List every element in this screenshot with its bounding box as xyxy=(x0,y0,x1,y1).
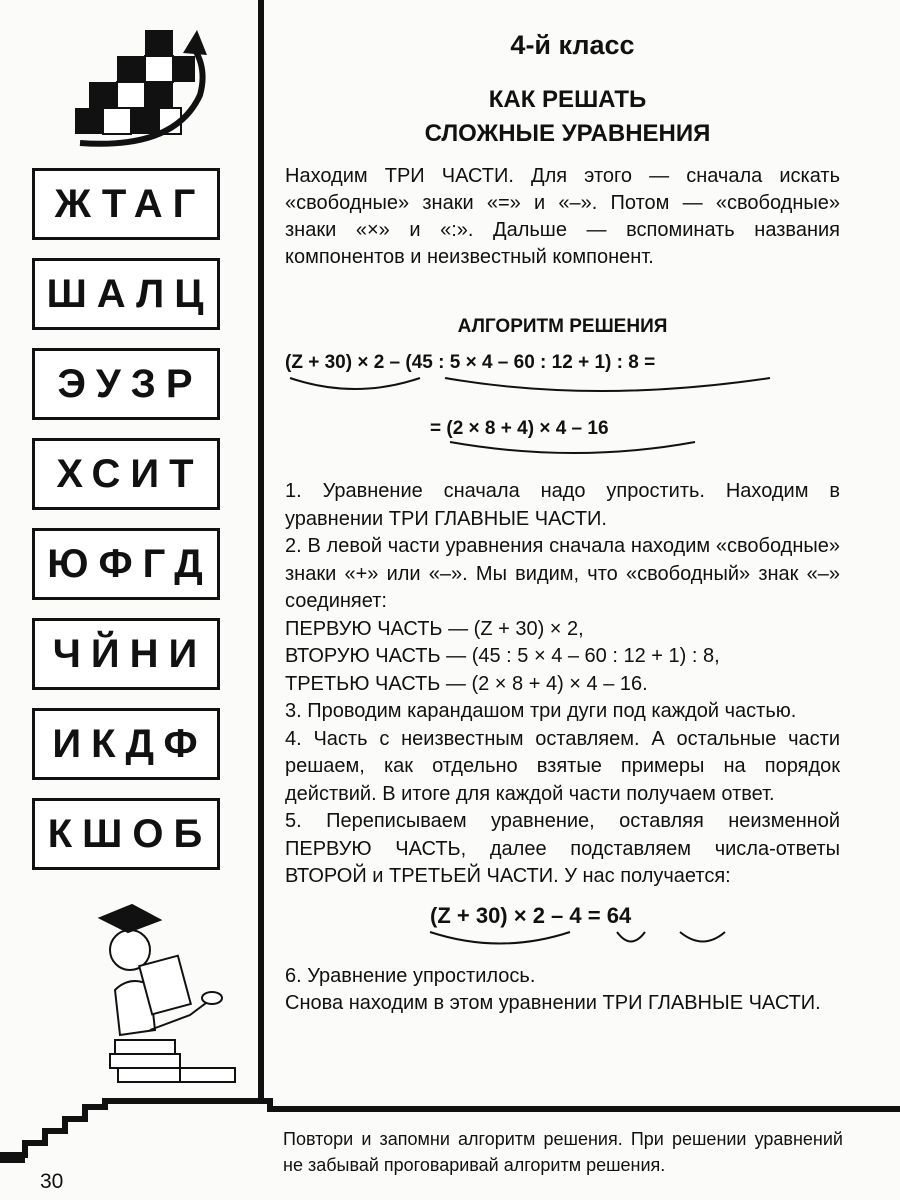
algorithm-steps-final xyxy=(285,963,840,1018)
step-text: 5. Переписываем уравнение, оставляя неизменной ПЕРВУЮ ЧАСТЬ, далее подставляем числа-ответы ВТОРОЙ и ТРЕТЬЕЙ ЧАСТИ. У нас получается: xyxy=(285,810,840,887)
letter-card: ЧЙНИ xyxy=(32,618,220,690)
algorithm-title: АЛГОРИТМ РЕШЕНИЯ xyxy=(457,316,668,337)
letter-card: КШОБ xyxy=(32,798,220,870)
boy-reading-illustration xyxy=(60,890,250,1090)
page-number: 30 xyxy=(40,1170,64,1193)
step-text: 4. Часть с неизвестным оставляем. А остальные части решаем, как отдельно взятые примеры на порядок действий. В итоге для каждой части получаем ответ. xyxy=(285,727,840,805)
title-line: КАК РЕШАТЬ xyxy=(488,86,647,113)
part-arcs xyxy=(285,929,840,949)
step-text: 6. Уравнение упростилось. xyxy=(285,964,536,987)
algorithm-steps xyxy=(285,478,840,891)
step-text: Снова находим в этом уравнении ТРИ ГЛАВНЫЕ ЧАСТИ. xyxy=(285,992,821,1014)
page-title xyxy=(295,83,840,151)
equation-right-side: = (2 × 8 + 4) × 4 – 16 xyxy=(430,418,609,439)
equation-original: (Z + 30) × 2 – (45 : 5 × 4 – 60 : 12 + 1) : 8 = xyxy=(285,352,656,373)
step-text: 3. Проводим карандашом три дуги под каждой частью. xyxy=(285,700,797,722)
step-text: 1. Уравнение сначала надо упростить. Находим в уравнении ТРИ ГЛАВНЫЕ ЧАСТИ. xyxy=(285,480,840,530)
step-text: 2. В левой части уравнения сначала находим «свободные» знаки «+» или «–». Мы видим, что «свободный» знак «–» соединяет: xyxy=(285,535,840,612)
footer-note: Повтори и запомни алгоритм решения. При решении уравнений не забывай проговаривай алгоритм решения. xyxy=(283,1129,843,1175)
vertical-divider xyxy=(258,0,264,1100)
letter-card: ЖТАГ xyxy=(32,168,220,240)
letter-card: ИКДФ xyxy=(32,708,220,780)
part-line: ТРЕТЬЮ ЧАСТЬ — (2 × 8 + 4) × 4 – 16. xyxy=(285,672,648,695)
stairs-arrow-logo xyxy=(75,25,210,155)
part-line: ПЕРВУЮ ЧАСТЬ — (Z + 30) × 2, xyxy=(285,617,584,640)
letter-card: ШАЛЦ xyxy=(32,258,220,330)
letter-card: ЮФГД xyxy=(32,528,220,600)
intro-paragraph: Находим ТРИ ЧАСТИ. Для этого — сначала искать «свободные» знаки «=» и «–». Потом — «свободные» знаки «×» и «:». Дальше — вспоминать названия компонентов и неизвестный компонент. xyxy=(285,165,840,268)
equation-simplified: (Z + 30) × 2 – 4 = 64 xyxy=(430,902,632,928)
letter-card: ХСИТ xyxy=(32,438,220,510)
part-line: ВТОРУЮ ЧАСТЬ — (45 : 5 × 4 – 60 : 12 + 1) : 8, xyxy=(285,645,720,667)
part-arc xyxy=(285,440,840,458)
letter-cards xyxy=(32,168,228,888)
part-arcs xyxy=(285,374,840,396)
grade-heading: 4-й класс xyxy=(510,30,635,60)
main-content xyxy=(285,30,840,1018)
letter-card: ЭУЗР xyxy=(32,348,220,420)
title-line: СЛОЖНЫЕ УРАВНЕНИЯ xyxy=(424,120,711,147)
